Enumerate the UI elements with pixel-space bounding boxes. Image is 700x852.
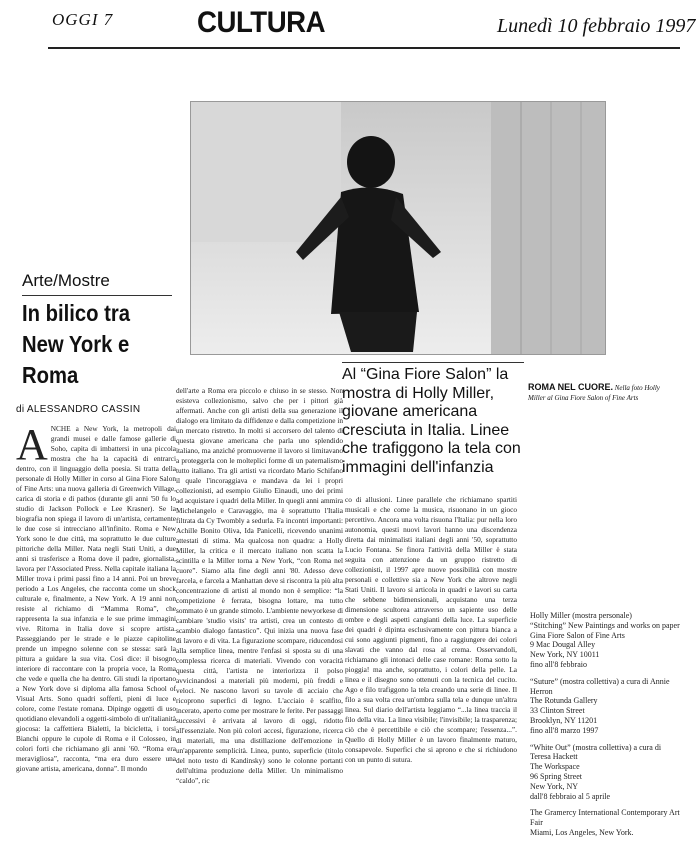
- photo-artist-illustration: [191, 102, 605, 354]
- article-column-3: co di allusioni. Linee parallele che richiamano spartiti musicali e che come la musica, risuonano in un gioco percettivo. Ancora una volta risuona l'Italia: pur nella loro autonomia, questi nuovi lavori hanno una discendenza diretta dai minimalisti italiani degli anni '50, soprattutto Lucio Fontana. Se finora l'attività della Miller è stata seguita con attenzione da un gruppo ristretto di collezionisti, il 1997 apre nuove possibilità con mostre personali e collettive sia a New York che altrove negli Stati Uniti. Il lavoro si articola in quadri e lavori su carta che sebbene bidimensionali, acquistano una terza dimensione scultorea attraverso un sapiente uso delle ombre e degli aspetti cangianti della luce. La superficie dei quadri è dipinta esclusivamente con pittura bianca a cui sono aggiunti pigmenti, fino a raggiungere dei colori slavati che vanno dal rosa al crema. Osservandoli, richiamano gli intonaci delle case romane: Roma sotto la pioggia! ma anche, soprattutto, i colori della pelle. La linea e il disegno sono ottenuti con la tecnica del cucito. Ago e filo trafiggono la tela creando una serie di linee. Il filo a sua volta crea un'ombra sulla tela e dunque un'altra linea. Sul diario dell'artista leggiamo “...la linea traccia il filo della vita. La linea visibile; l'invisibile; la trasparenza; ciò che è percettibile e ciò che scompare; l'essenza...”. Quello di Holly Miller è un lavoro finalmente maturo, consapevole. Superfici che si aprono e che si richiudono con un punto di sutura.: [345, 495, 517, 764]
- section-label-rule: [22, 295, 172, 296]
- headline: In bilico tra New York e Roma: [22, 300, 130, 388]
- masthead-magazine: OGGI 7: [52, 10, 114, 29]
- section-label: Arte/Mostre: [22, 271, 110, 291]
- article-column-1: ANCHE a New York, la metropoli dai grandi musei e dalle famose gallerie di Soho, capita di imbattersi in una piccola mostra che ha la capacità di entrarci dentro, con il linguaggio della poesia. Si tratta della personale di Holly Miller in corso al Gina Fiore Salon of Fine Arts: una nuova galleria di Greenwich Village, carica di storia e di pathos (durante gli anni '50 fu lo studio di Jackson Pollock e Lee Krasner). Se la biografia non spiega il lavoro di un'artista, certamente le due cose si intrecciano all'infinito. Roma e New York sono le due città, ma soprattutto le due culture pittoriche della Miller. Nata negli Stati Uniti, a due anni si trasferisce a Roma dove il padre, giornalista, lavora per l'Associated Press. Nella capitale italiana la Miller trova i primi passi fino a 14 anni. Poi un breve periodo a Los Angeles, che racconta come un shock culturale e, finalmente, a New York. A 19 anni non resiste al richiamo di “Mamma Roma”, che rappresenta la sua infanzia e le sue prime immagini vive. Ritorna in Italia dove si scopre artista. Passeggiando per le strade e le piazze capitoline prende un impegno solenne con se stessa: sarà la pittura a guidare la sua vita. Così dice: il bisogno interiore di raccontare con la propria voce, la Roma che vede e quella che ha dentro. Gli studi la riportano a New York dove si diploma alla famosa School of Visual Arts. Sono quadri sofferti, pieni di luce e colore, come l'estate romana. Dipinge oggetti di uso quotidiano elevandoli a oggetti-simbolo di un'italianità giocosa: la caffettiera Bialetti, la bicicletta, i torsi Bianchi oppure le cupole di Roma e il Colosseo, in colori forti che richiamano gli anni '60. “Roma era meravigliosa”, racconta, “ma era duro essere una giovane artista, americana, donna”. Il mondo: [16, 420, 176, 773]
- byline: di ALESSANDRO CASSIN: [16, 404, 141, 415]
- exhibition-info: [530, 611, 682, 845]
- info-block: The Gramercy International Contemporary Art Fair Miami, Los Angeles, New York.: [530, 808, 680, 837]
- masthead-section: CULTURA: [197, 6, 326, 39]
- pull-quote: Al “Gina Fiore Salon” la mostra di Holly Miller, giovane americana cresciuta in Italia. Linee che trafiggono la tela con immagini dell'infanzia: [342, 366, 524, 477]
- drop-cap: A: [16, 420, 48, 469]
- info-block: Holly Miller (mostra personale) “Stitching” New Paintings and works on paper Gina Fiore Salon of Fine Arts 9 Mac Dougal Alley New York, NY 10011 fino all'8 febbraio: [530, 611, 680, 669]
- masthead-date: Lunedì 10 febbraio 1997: [497, 15, 696, 37]
- info-block: “White Out” (mostra collettiva) a cura di Teresa Hackett The Workspace 96 Spring Street New York, NY dall'8 febbraio al 5 aprile: [530, 742, 662, 801]
- photo-caption: [528, 383, 678, 403]
- article-photo: [190, 101, 606, 355]
- caption-title: ROMA NEL CUORE.: [528, 382, 614, 392]
- caption-text: Nella foto Holly Miller al Gina Fiore Salon of Fine Arts: [528, 384, 660, 402]
- article-column-2: dell'arte a Roma era piccolo e chiuso in se stesso. Non esisteva collezionismo, salvo che per i pittori già affermati. Anche con gli artisti della sua generazione il dialogo era limitato da diffidenze e dalla competizione in un mercato ristretto. In molti si accorsero del talento di questa giovane americana che parla uno splendido italiano, ma anziché promuoverne il lavoro si limitavano a proteggerla con le molteplici forme di un paternalismo tutto italiano. Tra gli artisti va ricordato Mario Schifano il quale l'incoraggiava e mandava da lei i propri collezionisti, ad esempio Giulio Einaudi, uno dei primi ad acquistare i quadri della Miller. In quegli anni ammira Michelangelo e Caravaggio, ma è soprattutto l'Italia filtrata da Cy Twombly a sedurla. Fa incontri importanti: Achille Bonito Oliva, Ida Panicelli, ricevendo unanimi attestati di stima. Ma qualcosa non quadra: a Holly Miller, la critica e il mercato italiano non scatta la scintilla e la Miller torna a New York, “con Roma nel cuore”. Siamo alla fine degli anni '80. Adesso deve farcela, e farcela a Manhattan deve si riscontra la più alta concentrazione di artisti al mondo non è semplice: “la competizione è ferrata, bisogna lottare, ma tutto sommato è un grande stimolo. L'ambiente newyorkese di cambiare 'studio visits' tra artisti, crea un contesto di scambio dialogo fantastico”. Qui inizia una nuova fase di lavoro e di vita. La figurazione scompare, riducendosi alla semplice linea, mentre l'enfasi si sposta su di una complessa ricerca di materiali. Vivendo con voracità questa città, l'artista ne interiorizza il polso avvicinandosi a materiali più moderni, più freddi e veloci. Ne nascono lavori su tavole di acciaio che ricoprono superfici di legno. L'acciaio è scalfito, incerato, aperto come per mostrare le ferite. Per passaggi successivi è arrivata al lavoro di oggi, ridotto all'essenziale. Non più colori accesi, figurazione, ricerca di materiali, ma una distillazione dell'emozione in un'apparente semplicità. Linea, punto, superficie (titolo del noto testo di Kandinsky) sono le colonne portanti dell'ultima produzione della Miller. Un minimalismo “caldo”, ric: [176, 386, 343, 785]
- info-block: “Suture” (mostra collettiva) a cura di Annie Herron The Rotunda Gallery 33 Clinton Street Brooklyn, NY 11201 fino all'8 marzo 1997: [530, 676, 670, 735]
- masthead-rule: [48, 47, 680, 49]
- pull-quote-rule: [342, 362, 524, 363]
